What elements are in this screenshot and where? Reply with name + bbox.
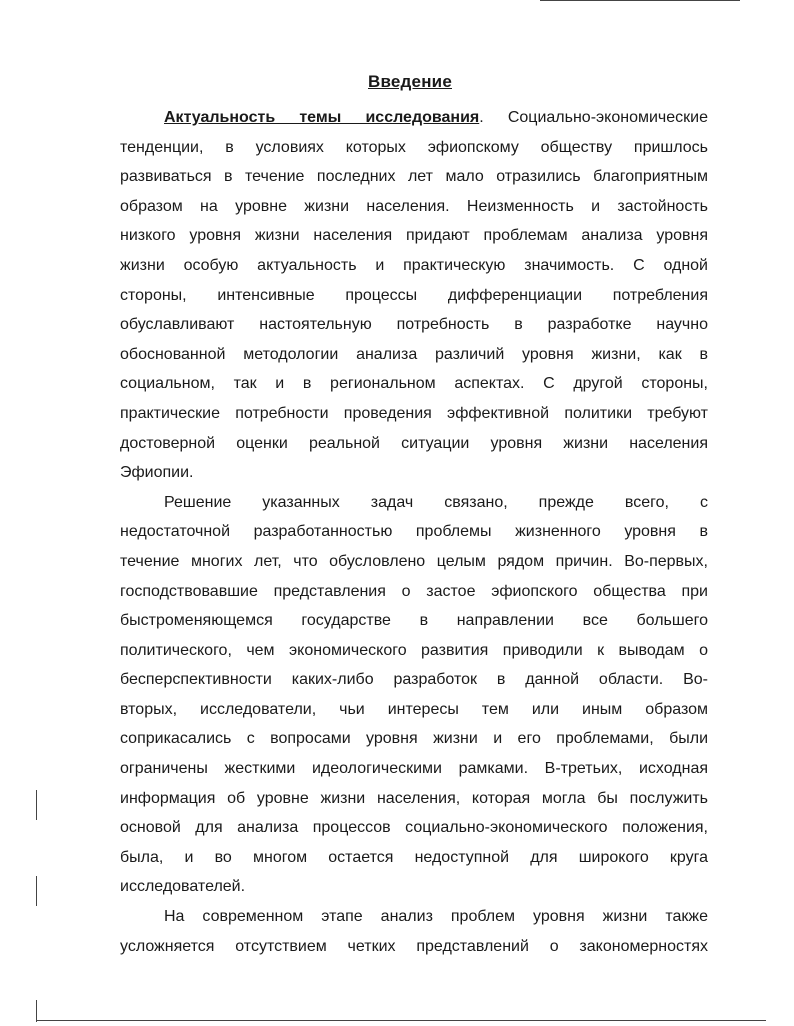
document-body <box>120 103 708 961</box>
paragraph-line: соприкасались с вопросами уровня жизни и его проблемами, были <box>120 730 708 748</box>
paragraph-line: низкого уровня жизни населения придают проблемам анализа уровня <box>120 227 708 245</box>
scan-artifact <box>36 876 37 906</box>
paragraph-line: недостаточной разработанностью проблемы жизненного уровня в <box>120 523 708 541</box>
paragraph-line: ограничены жесткими идеологическими рамками. В-третьих, исходная <box>120 760 708 778</box>
section-heading: Актуальность темы исследования <box>164 109 480 126</box>
paragraph-line: Актуальность темы исследования. Социально-экономические <box>164 109 708 126</box>
scan-artifact <box>540 0 740 1</box>
paragraph-line: социальном, так и в региональном аспектах. С другой стороны, <box>120 375 708 393</box>
paragraph-line: жизни особую актуальность и практическую значимость. С одной <box>120 256 708 274</box>
paragraph-line: быстроменяющемся государстве в направлении все большего <box>120 612 708 630</box>
paragraph-line: образом на уровне жизни населения. Неизменность и застойность <box>120 197 708 215</box>
scan-artifact <box>36 1000 37 1022</box>
paragraph-line: информация об уровне жизни населения, которая могла бы послужить <box>120 789 708 807</box>
paragraph-line: обуславливают настоятельную потребность в разработке научно <box>120 316 708 334</box>
paragraph-line: течение многих лет, что обусловлено целым рядом причин. Во-первых, <box>120 552 708 570</box>
scan-artifact <box>36 1020 766 1021</box>
paragraph-line: На современном этапе анализ проблем уровня жизни также <box>164 908 708 926</box>
paragraph-line: политического, чем экономического развития приводили к выводам о <box>120 641 708 659</box>
page-title: Введение <box>368 72 452 91</box>
paragraph-line: была, и во многом остается недоступной для широкого круга <box>120 848 708 866</box>
paragraph-line: Эфиопии. <box>120 464 194 482</box>
paragraph-line: стороны, интенсивные процессы дифференциации потребления <box>120 286 708 304</box>
paragraph-line: развиваться в течение последних лет мало отразились благоприятным <box>120 168 708 186</box>
paragraph-line: тенденции, в условиях которых эфиопскому обществу пришлось <box>120 138 708 156</box>
paragraph-line: основой для анализа процессов социально-экономического положения, <box>120 819 708 837</box>
paragraph-line: обоснованной методологии анализа различий уровня жизни, как в <box>120 345 708 363</box>
scan-artifact <box>36 790 37 820</box>
paragraph-line: вторых, исследователи, чьи интересы тем или иным образом <box>120 700 708 718</box>
paragraph-line: достоверной оценки реальной ситуации уровня жизни населения <box>120 434 708 452</box>
paragraph-line: усложняется отсутствием четких представлений о закономерностях <box>120 937 708 955</box>
paragraph-line: практические потребности проведения эффективной политики требуют <box>120 404 708 422</box>
paragraph-line: исследователей. <box>120 878 246 896</box>
paragraph-line: господствовавшие представления о застое эфиопского общества при <box>120 582 708 600</box>
paragraph-line: бесперспективности каких-либо разработок в данной области. Во- <box>120 671 708 689</box>
paragraph-line: Решение указанных задач связано, прежде всего, с <box>164 493 708 511</box>
